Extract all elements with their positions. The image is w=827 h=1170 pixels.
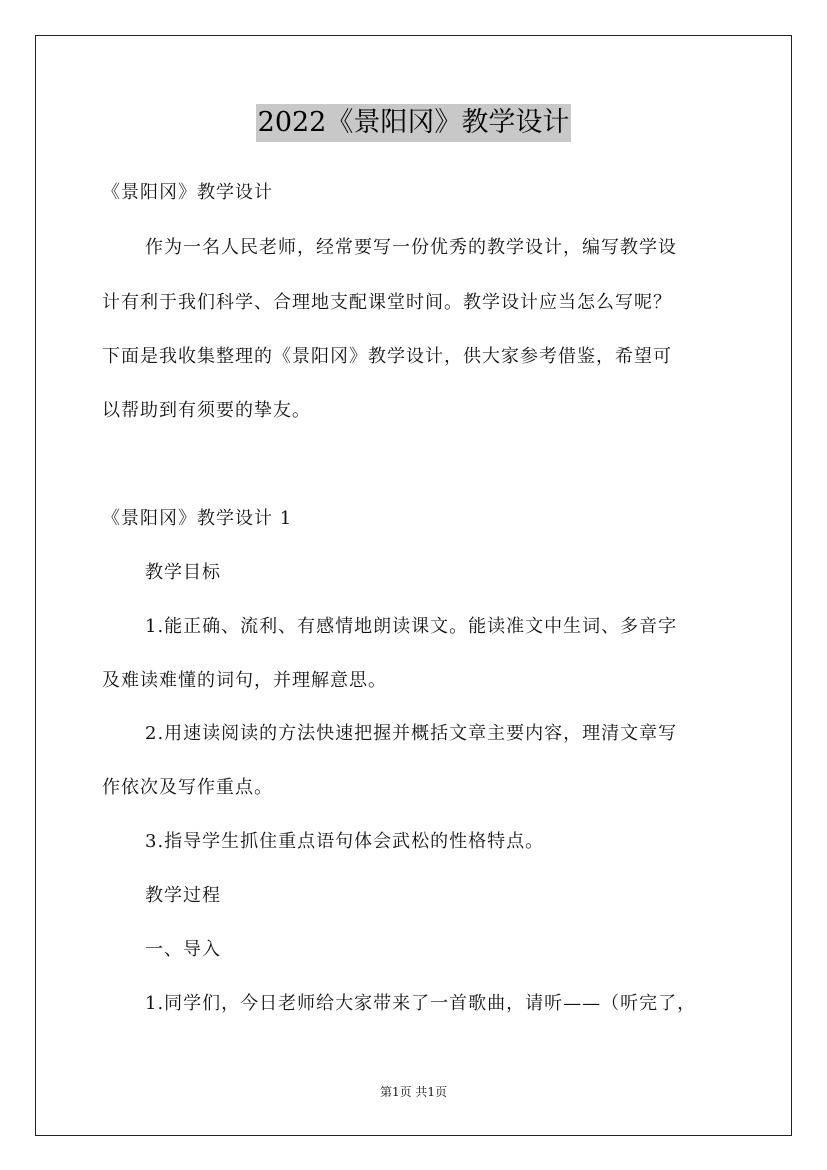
- document-title: 2022《景阳冈》教学设计: [256, 104, 572, 142]
- paragraph-line: 及难读难懂的词句，并理解意思。: [102, 670, 387, 691]
- paragraph-line: 下面是我收集整理的《景阳冈》教学设计，供大家参考借鉴，希望可: [102, 346, 672, 367]
- paragraph-line: 作为一名人民老师，经常要写一份优秀的教学设计，编写教学设: [145, 237, 677, 258]
- subheading: 一、导入: [145, 939, 221, 960]
- paragraph-line: 作依次及写作重点。: [102, 777, 273, 798]
- subheading: 教学过程: [145, 885, 221, 906]
- section-heading: 《景阳冈》教学设计: [102, 182, 273, 203]
- title-wrap: [0, 104, 827, 142]
- subheading: 教学目标: [145, 562, 221, 583]
- section-heading: 《景阳冈》教学设计 1: [102, 508, 293, 529]
- paragraph-line: 1.能正确、流利、有感情地朗读课文。能读准文中生词、多音字: [145, 616, 678, 637]
- paragraph-line: 2.用速读阅读的方法快速把握并概括文章主要内容，理清文章写: [145, 723, 678, 744]
- paragraph-line: 以帮助到有须要的挚友。: [102, 400, 311, 421]
- paragraph-line: 3.指导学生抓住重点语句体会武松的性格特点。: [145, 831, 545, 852]
- paragraph-line: 计有利于我们科学、合理地支配课堂时间。教学设计应当怎么写呢？: [102, 292, 672, 313]
- page-footer: 第1页 共1页: [379, 1085, 448, 1099]
- paragraph-line: 1.同学们，今日老师给大家带来了一首歌曲，请听——（听完了，: [145, 993, 697, 1014]
